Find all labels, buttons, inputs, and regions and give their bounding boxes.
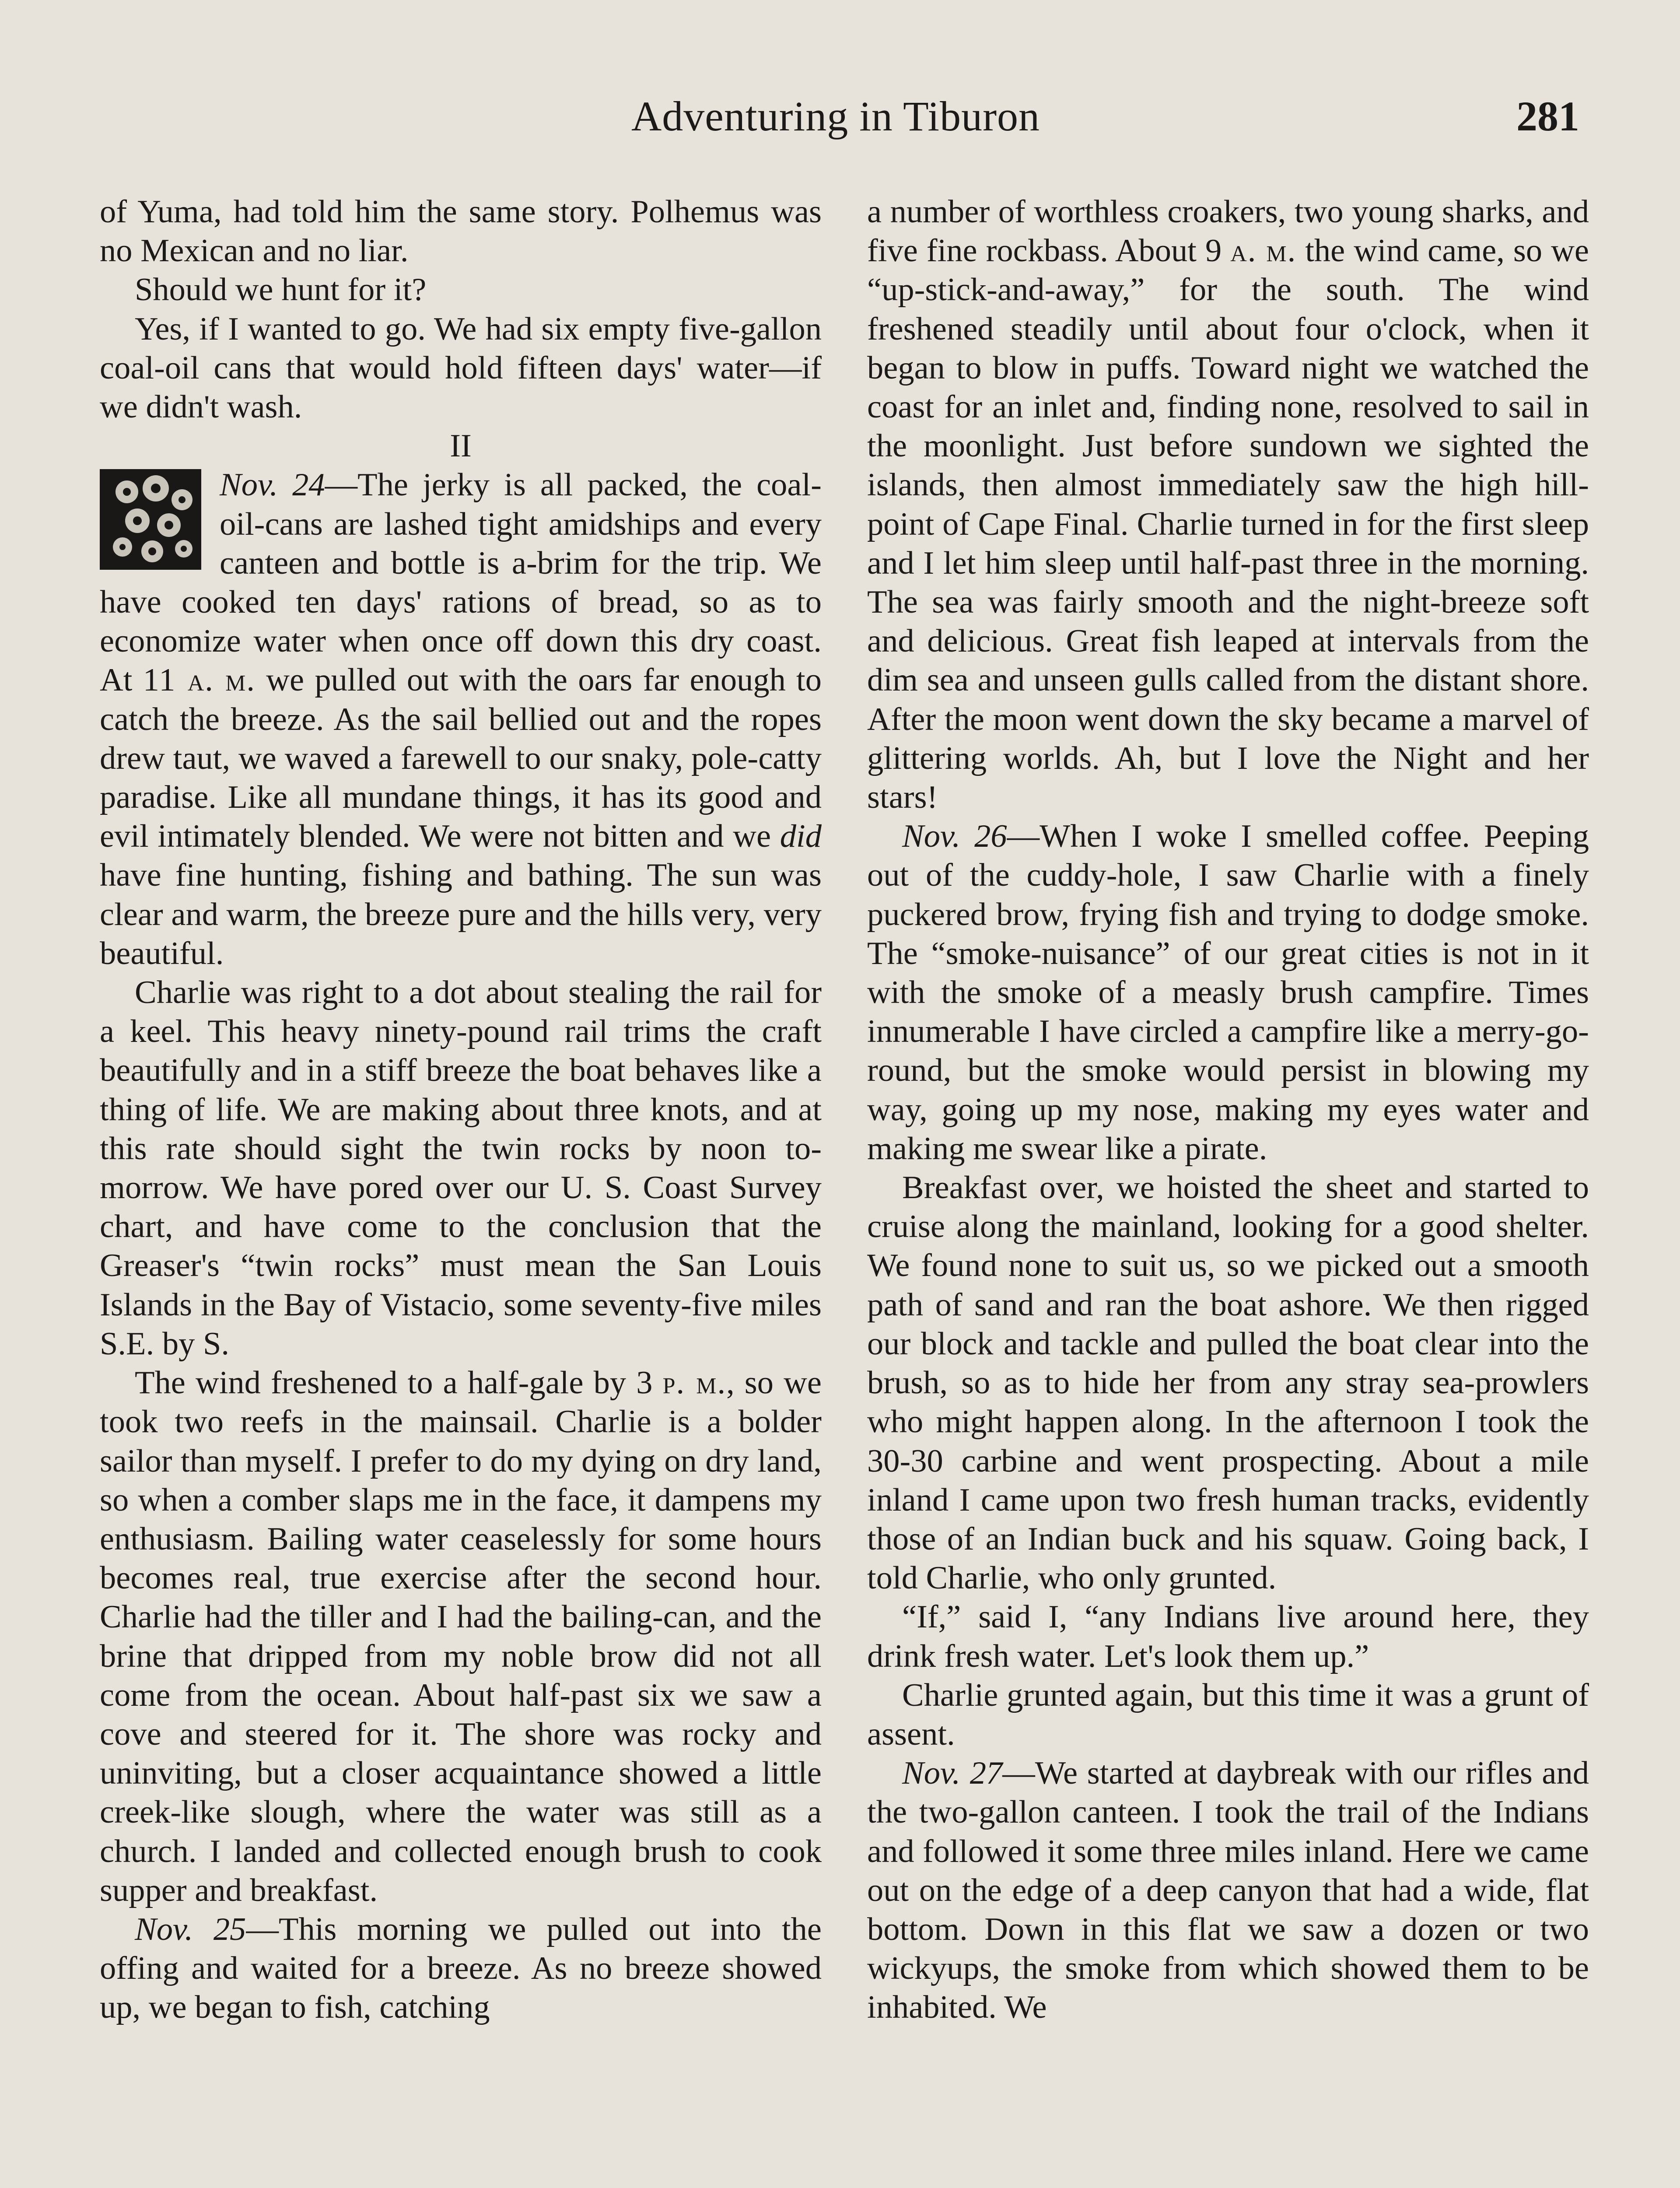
paragraph: Breakfast over, we hoisted the sheet and started to cruise along the mainland, looking for a good shelter. We found none to suit us, so we picked out a smooth path of sand and ran the boat ashore. We then rigged our block and tackle and pulled the boat clear into the brush, so as to hide her from any stray sea-prowlers who might happen along. In the afternoon I took the 30-30 carbine and went prospecting. About a mile inland I came upon two fresh human tracks, evidently those of an Indian buck and his squaw. Going back, I told Charlie, who only grunted. <box>867 1170 1589 1596</box>
text-run: —This morning we pulled out into the offing and waited for a breeze. As no breeze showed up, we began to fish, catching <box>100 1911 822 2026</box>
left-column <box>100 193 822 2188</box>
flower-ornament-icon <box>100 469 201 570</box>
paragraph: Charlie was right to a dot about stealing the rail for a keel. This heavy ninety-pound rail trims the craft beautifully and in a stiff breeze the boat behaves like a thing of life. We are making about three knots, and at this rate should sight the twin rocks by noon to-morrow. We have pored over our U. S. Coast Survey chart, and have come to the conclusion that the Greaser's “twin rocks” must mean the San Louis Islands in the Bay of Vistacio, some seventy-five miles S.E. by S. <box>100 975 822 1362</box>
entry-date: Nov. 24 <box>220 467 325 503</box>
right-column <box>867 193 1589 2188</box>
text-run: have fine hunting, fishing and bathing. The sun was clear and warm, the breeze pure and the hills very, very beautiful. <box>100 857 822 971</box>
text-run: —We started at daybreak with our rifles and the two-gallon canteen. I took the trail of the Indians and followed it some three miles inland. Here we came out on the edge of a deep canyon that had a wide, flat bottom. Down in this flat we saw a dozen or two wickyups, the smoke from which showed them to be inhabited. We <box>867 1755 1589 2026</box>
paragraph <box>100 1910 822 2027</box>
section-numeral: II <box>450 428 472 464</box>
text-run: a number of worthless croakers, two young sharks, and five fine rockbass. About 9 <box>867 194 1589 269</box>
page-number: 281 <box>1516 93 1579 140</box>
text-run: The wind freshened to a half-gale by 3 <box>135 1365 663 1401</box>
entry-date: Nov. 26 <box>902 818 1007 855</box>
text-run: we pulled out with the oars far enough to catch the breeze. As the sail bellied out and the ropes drew taut, we waved a farewell to our snaky, pole-catty paradise. Like all mundane things, it has its good and evil intimately blended. We were not bitten and we <box>100 662 822 855</box>
paragraph <box>867 817 1589 1168</box>
time-abbrev: 11 a. m. <box>143 662 256 698</box>
text-run: the wind came, so we “up-stick-and-away,” for the south. The wind freshened steadily until about four o'clock, when it began to blow in puffs. Toward night we watched the coast for an inlet and, finding none, resolved to sail in the moonlight. Just before sundown we sighted the islands, then almost immediately saw the high hill-point of Cape Final. Charlie turned in for the first sleep and I let him sleep until half-past three in the morning. The sea was fairly smooth and the night-breeze soft and delicious. Great fish leaped at intervals from the dim sea and unseen gulls called from the distant shore. After the moon went down the sky became a marvel of glittering worlds. Ah, but I love the Night and her stars! <box>867 233 1589 816</box>
text-run: , so we took two reefs in the mainsail. Charlie is a bolder sailor than myself. I prefer to do my dying on dry land, so when a comber slaps me in the face, it dampens my enthusiasm. Bailing water ceaselessly for some hours becomes real, true exercise after the second hour. Charlie had the tiller and I had the bailing-can, and the brine that dripped from my noble brow did not all come from the ocean. About half-past six we saw a cove and steered for it. The shore was rocky and uninviting, but a closer acquaintance showed a little creek-like slough, where the water was still as a church. I landed and collected enough brush to cook supper and breakfast. <box>100 1365 822 1908</box>
text-run: —When I woke I smelled coffee. Peeping out of the cuddy-hole, I saw Charlie with a finely puckered brow, frying fish and trying to dodge smoke. The “smoke-nuisance” of our great cities is not in it with the smoke of a measly brush campfire. Times innumerable I have circled a campfire like a merry-go-round, but the smoke would persist in blowing my way, going up my nose, making my eyes water and making me swear like a pirate. <box>867 818 1589 1167</box>
entry-date: Nov. 27 <box>902 1755 1003 1792</box>
running-title: Adventuring in Tiburon <box>631 93 1040 140</box>
paragraph: of Yuma, had told him the same story. Polhemus was no Mexican and no liar. <box>100 194 822 269</box>
text-run: —The jerky is all packed, the coal-oil-cans are lashed tight amidships and every canteen and bottle is a-brim for the trip. We have cooked ten days' rations of bread, so as to economize water when once off down this dry coast. At <box>100 467 822 698</box>
paragraph: Charlie grunted again, but this time it was a grunt of assent. <box>867 1677 1589 1752</box>
entry-date: Nov. 25 <box>135 1911 246 1947</box>
paragraph: “If,” said I, “any Indians live around here, they drink fresh water. Let's look them up.” <box>867 1599 1589 1674</box>
time-abbrev: p. m. <box>662 1365 727 1401</box>
flower-ornament-icon <box>100 469 201 570</box>
paragraph <box>867 193 1589 817</box>
paragraph <box>867 1754 1589 2027</box>
paragraph: Yes, if I wanted to go. We had six empty five-gallon coal-oil cans that would hold fifteen days' water—if we didn't wash. <box>100 311 822 425</box>
paragraph: Should we hunt for it? <box>135 272 427 308</box>
paragraph <box>100 1364 822 1910</box>
emphasis: did <box>780 818 822 855</box>
running-head <box>101 92 1579 153</box>
paragraph-dropcap <box>100 466 822 973</box>
time-abbrev: a. m. <box>1230 233 1297 269</box>
